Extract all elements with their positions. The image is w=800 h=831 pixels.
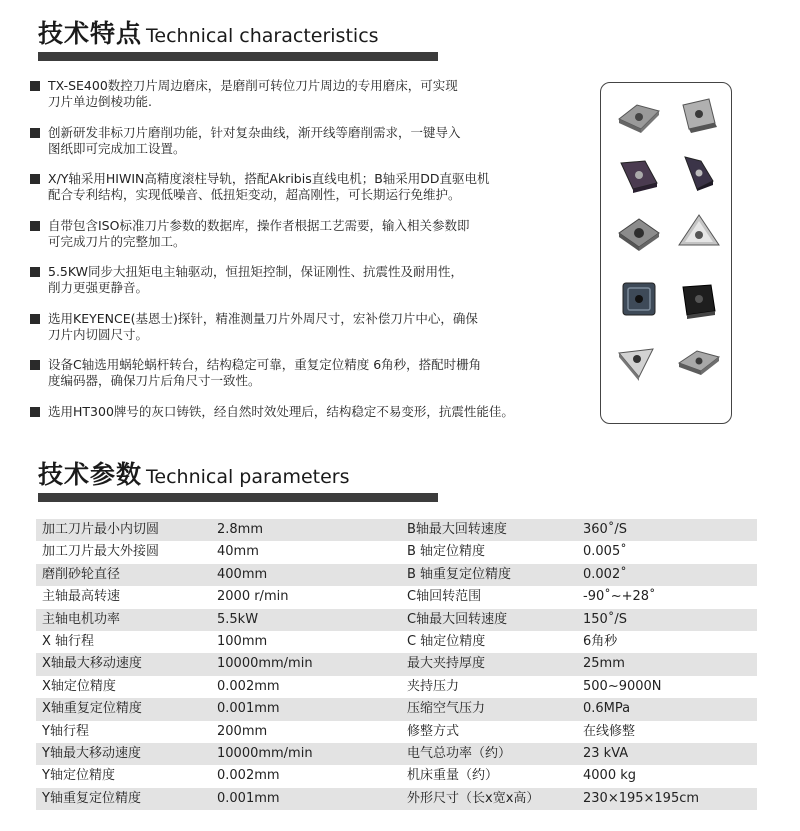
square-bullet-icon (30, 174, 40, 184)
feature-item: 设备C轴选用蜗轮蜗杆转台，结构稳定可靠，重复定位精度 6角秒，搭配时栅角 度编码器，确保刀片后角尺寸一致性。 (30, 357, 580, 389)
table-row: X轴定位精度 0.002mm 夹持压力 500~9000N (42, 678, 662, 694)
table-row: 加工刀片最大外接圆 40mm B 轴定位精度 0.005˚ (42, 544, 627, 560)
rhombic-insert-dark-image (615, 155, 663, 197)
insert-gallery (600, 82, 732, 424)
feature-item: X/Y轴采用HIWIN高精度滚柱导轨，搭配Akribis直线电机；B轴采用DD直驱电机 配合专利结构，实现低噪音、低扭矩变动，超高刚性，可长期运行免维护。 (30, 171, 580, 203)
square-insert-dark-image (675, 151, 723, 193)
square-insert-chipbreaker-image (615, 279, 663, 321)
table-row: X轴重复定位精度 0.001mm 压缩空气压力 0.6MPa (36, 698, 757, 720)
rhombic-insert-flat-image (675, 341, 723, 383)
table-row: 磨削砂轮直径 400mm B 轴重复定位精度 0.002˚ (36, 564, 757, 586)
feature-list (30, 78, 580, 434)
square-insert-hole-image (615, 213, 663, 255)
feature-item: 创新研发非标刀片磨削功能，针对复杂曲线，渐开线等磨削需求，一键导入 图纸即可完成加工设置。 (30, 125, 580, 157)
table-row: Y轴重复定位精度 0.001mm 外形尺寸（长x宽x高） 230×195×195cm (36, 788, 757, 810)
table-row: Y轴行程 200mm 修整方式 在线修整 (42, 723, 636, 739)
section-underline (38, 493, 438, 502)
rhombic-insert-image (615, 97, 663, 139)
table-row: X 轴行程 100mm C 轴定位精度 6角秒 (42, 634, 618, 650)
square-bullet-icon (30, 360, 40, 370)
square-insert-black-image (675, 279, 723, 321)
feature-item: 选用HT300牌号的灰口铸铁，经自然时效处理后，结构稳定不易变形，抗震性能佳。 (30, 404, 580, 420)
table-row: Y轴定位精度 0.002mm 机床重量（约） 4000 kg (42, 768, 636, 784)
feature-item: TX-SE400数控刀片周边磨床，是磨削可转位刀片周边的专用磨床，可实现 刀片单边倒棱功能. (30, 78, 580, 110)
tech-characteristics-heading (38, 14, 438, 61)
section-title-cn: 技术特点 (38, 19, 143, 48)
table-row: 加工刀片最小内切圆 2.8mm B轴最大回转速度 360˚/S (36, 519, 757, 541)
section-underline (38, 52, 438, 61)
section-title-cn: 技术参数 (38, 460, 143, 489)
tech-parameters-heading (38, 455, 438, 502)
section-title-en: Technical parameters (146, 466, 350, 488)
square-bullet-icon (30, 267, 40, 277)
square-bullet-icon (30, 81, 40, 91)
trigon-insert-image (675, 211, 723, 253)
square-bullet-icon (30, 407, 40, 417)
feature-item: 5.5KW同步大扭矩电主轴驱动，恒扭矩控制，保证刚性、抗震性及耐用性， 削力更强更静音。 (30, 264, 580, 296)
square-bullet-icon (30, 314, 40, 324)
table-row: 主轴最高转速 2000 r/min C轴回转范围 -90˚~+28˚ (42, 589, 656, 605)
table-row: 主轴电机功率 5.5kW C轴最大回转速度 150˚/S (36, 609, 757, 631)
feature-item: 选用KEYENCE(基恩士)探针，精准测量刀片外周尺寸，宏补偿刀片中心，确保 刀片内切圆尺寸。 (30, 311, 580, 343)
parameters-table (36, 519, 757, 810)
feature-item: 自带包含ISO标准刀片参数的数据库，操作者根据工艺需要，输入相关参数即 可完成刀片的完整加工。 (30, 218, 580, 250)
square-bullet-icon (30, 221, 40, 231)
table-row: Y轴最大移动速度 10000mm/min 电气总功率（约） 23 kVA (36, 743, 757, 765)
table-row: X轴最大移动速度 10000mm/min 最大夹持厚度 25mm (36, 653, 757, 675)
section-title-en: Technical characteristics (146, 25, 379, 47)
square-insert-tilted-image (675, 93, 723, 135)
square-bullet-icon (30, 128, 40, 138)
triangle-insert-image (613, 341, 661, 383)
